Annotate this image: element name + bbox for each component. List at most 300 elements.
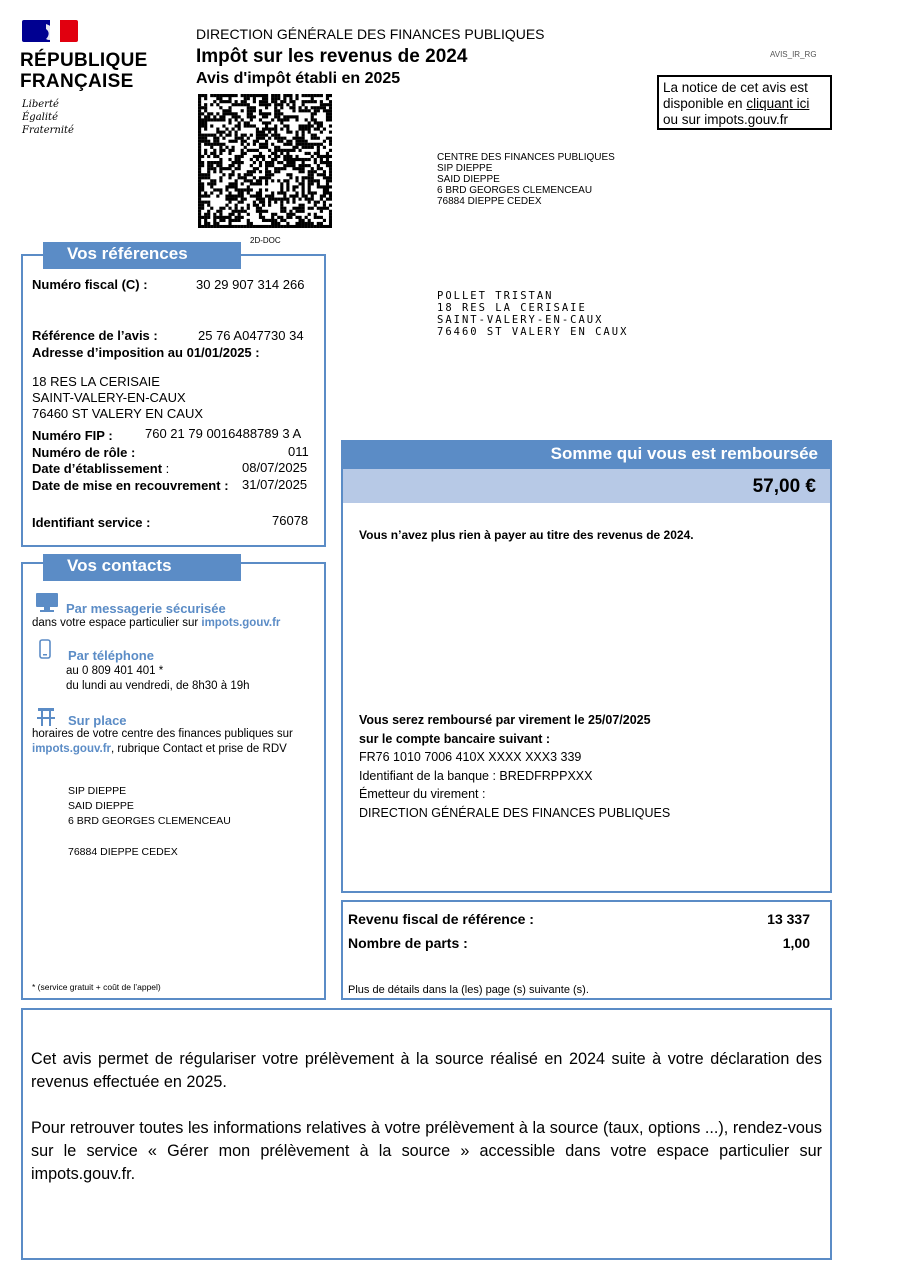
role-label: Numéro de rôle :: [32, 445, 136, 460]
date-recouvrement-label: Date de mise en recouvrement :: [32, 478, 229, 493]
barcode-module: [228, 213, 231, 216]
barcode-module: [213, 179, 216, 182]
barcode-module: [292, 106, 295, 109]
barcode-module: [317, 137, 320, 140]
barcode-module: [259, 182, 262, 185]
barcode-module: [210, 185, 213, 188]
barcode-module: [219, 191, 222, 194]
barcode-module: [207, 134, 210, 137]
barcode-module: [241, 225, 244, 228]
barcode-module: [238, 176, 241, 179]
barcode-module: [213, 152, 216, 155]
barcode-module: [323, 204, 326, 207]
barcode-module: [283, 219, 286, 222]
barcode-module: [238, 191, 241, 194]
barcode-module: [241, 176, 244, 179]
barcode-module: [228, 185, 231, 188]
barcode-module: [213, 182, 216, 185]
barcode-module: [247, 185, 250, 188]
barcode-module: [238, 161, 241, 164]
barcode-module: [295, 191, 298, 194]
barcode-module: [213, 100, 216, 103]
revenu-panel: [341, 900, 832, 1000]
barcode-module: [329, 164, 332, 167]
barcode-module: [207, 161, 210, 164]
barcode-module: [268, 170, 271, 173]
barcode-module: [320, 173, 323, 176]
impots-link[interactable]: impots.gouv.fr: [201, 617, 281, 629]
barcode-module: [277, 198, 280, 201]
somme-title: Somme qui vous est remboursée: [341, 440, 832, 469]
barcode-module: [198, 219, 201, 222]
barcode-module: [289, 161, 292, 164]
barcode-module: [219, 207, 222, 210]
barcode-module: [222, 100, 225, 103]
barcode-module: [302, 128, 305, 131]
barcode-module: [292, 198, 295, 201]
barcode-module: [314, 179, 317, 182]
barcode-module: [253, 182, 256, 185]
barcode-module: [311, 100, 314, 103]
barcode-module: [262, 143, 265, 146]
barcode-module: [241, 137, 244, 140]
barcode-module: [295, 134, 298, 137]
barcode-module: [283, 137, 286, 140]
barcode-module: [277, 216, 280, 219]
barcode-module: [280, 210, 283, 213]
flag-icon: [22, 20, 78, 42]
barcode-module: [244, 100, 247, 103]
barcode-module: [225, 100, 228, 103]
barcode-module: [286, 143, 289, 146]
barcode-module: [283, 149, 286, 152]
barcode-module: [292, 158, 295, 161]
barcode-module: [286, 115, 289, 118]
barcode-module: [274, 131, 277, 134]
barcode-module: [198, 118, 201, 121]
barcode-module: [222, 207, 225, 210]
barcode-module: [311, 94, 314, 97]
barcode-module: [274, 124, 277, 127]
barcode-module: [198, 176, 201, 179]
rfr-value: 13 337: [767, 911, 810, 927]
barcode-module: [238, 225, 241, 228]
barcode-module: [259, 94, 262, 97]
barcode-module: [241, 210, 244, 213]
barcode-module: [277, 191, 280, 194]
barcode-module: [271, 179, 274, 182]
barcode-module: [222, 143, 225, 146]
barcode-module: [323, 201, 326, 204]
barcode-module: [329, 100, 332, 103]
barcode-module: [295, 225, 298, 228]
barcode-module: [265, 100, 268, 103]
barcode-module: [235, 207, 238, 210]
barcode-module: [198, 170, 201, 173]
barcode-module: [259, 161, 262, 164]
barcode-module: [295, 216, 298, 219]
barcode-module: [235, 188, 238, 191]
barcode-module: [213, 149, 216, 152]
barcode-module: [262, 112, 265, 115]
references-panel: [21, 244, 326, 547]
messagerie-title: Par messagerie sécurisée: [66, 601, 226, 616]
barcode-module: [295, 115, 298, 118]
barcode-module: [235, 134, 238, 137]
barcode-module: [222, 216, 225, 219]
barcode-module: [268, 131, 271, 134]
barcode-module: [277, 155, 280, 158]
barcode-module: [295, 143, 298, 146]
barcode-module: [210, 167, 213, 170]
barcode-module: [323, 103, 326, 106]
barcode-module: [235, 185, 238, 188]
barcode-module: [280, 219, 283, 222]
barcode-module: [250, 158, 253, 161]
barcode-module: [314, 128, 317, 131]
notice-link[interactable]: cliquant ici: [746, 96, 810, 111]
barcode-module: [299, 106, 302, 109]
barcode-module: [253, 195, 256, 198]
barcode-module: [207, 216, 210, 219]
barcode-module: [247, 103, 250, 106]
barcode-module: [244, 124, 247, 127]
barcode-module: [302, 210, 305, 213]
barcode-module: [308, 213, 311, 216]
barcode-module: [225, 128, 228, 131]
barcode-module: [201, 201, 204, 204]
barcode-module: [274, 149, 277, 152]
barcode-module: [228, 201, 231, 204]
barcode-module: [308, 146, 311, 149]
barcode-module: [216, 225, 219, 228]
barcode-module: [311, 143, 314, 146]
barcode-module: [204, 97, 207, 100]
barcode-module: [232, 173, 235, 176]
barcode-module: [201, 124, 204, 127]
barcode-module: [201, 188, 204, 191]
barcode-module: [305, 100, 308, 103]
barcode-module: [274, 213, 277, 216]
barcode-module: [289, 164, 292, 167]
barcode-module: [253, 161, 256, 164]
barcode-module: [238, 167, 241, 170]
barcode-module: [207, 173, 210, 176]
barcode-module: [326, 118, 329, 121]
barcode-module: [198, 222, 201, 225]
barcode-module: [232, 225, 235, 228]
barcode-module: [244, 134, 247, 137]
barcode-module: [283, 179, 286, 182]
barcode-module: [329, 131, 332, 134]
barcode-module: [201, 137, 204, 140]
barcode-module: [216, 155, 219, 158]
barcode-module: [219, 131, 222, 134]
barcode-module: [277, 103, 280, 106]
barcode-module: [317, 201, 320, 204]
barcode-module: [280, 216, 283, 219]
barcode-module: [323, 106, 326, 109]
barcode-module: [265, 115, 268, 118]
barcode-module: [244, 94, 247, 97]
barcode-module: [323, 191, 326, 194]
messagerie-text: dans votre espace particulier sur impots.gouv.fr: [32, 617, 281, 629]
barcode-module: [280, 167, 283, 170]
barcode-module: [235, 124, 238, 127]
barcode-module: [274, 103, 277, 106]
barcode-module: [280, 106, 283, 109]
barcode-module: [244, 173, 247, 176]
barcode-module: [262, 216, 265, 219]
barcode-module: [198, 152, 201, 155]
barcode-module: [250, 149, 253, 152]
barcode-module: [286, 164, 289, 167]
barcode-module: [317, 222, 320, 225]
barcode-module: [198, 201, 201, 204]
barcode-module: [283, 158, 286, 161]
barcode-module: [311, 137, 314, 140]
barcode-module: [259, 213, 262, 216]
barcode-module: [222, 219, 225, 222]
barcode-module: [311, 155, 314, 158]
barcode-module: [204, 143, 207, 146]
barcode-module: [265, 176, 268, 179]
barcode-module: [305, 118, 308, 121]
barcode-module: [308, 170, 311, 173]
barcode-module: [289, 176, 292, 179]
somme-amount: 57,00 €: [341, 469, 832, 503]
barcode-module: [259, 188, 262, 191]
barcode-module: [289, 131, 292, 134]
barcode-module: [329, 124, 332, 127]
barcode-module: [198, 103, 201, 106]
barcode-module: [323, 109, 326, 112]
barcode-module: [247, 225, 250, 228]
barcode-module: [235, 158, 238, 161]
barcode-module: [259, 118, 262, 121]
barcode-module: [265, 225, 268, 228]
barcode-module: [326, 176, 329, 179]
barcode-module: [265, 146, 268, 149]
barcode-module: [247, 143, 250, 146]
reference-label: Référence de l’avis :: [32, 328, 158, 343]
barcode-module: [314, 100, 317, 103]
barcode-module: [259, 131, 262, 134]
barcode-module: [241, 140, 244, 143]
barcode-module: [314, 170, 317, 173]
barcode-module: [274, 219, 277, 222]
barcode-module: [219, 146, 222, 149]
barcode-module: [204, 195, 207, 198]
barcode-module: [225, 225, 228, 228]
barcode-module: [247, 115, 250, 118]
barcode-module: [198, 106, 201, 109]
barcode-module: [198, 167, 201, 170]
barcode-module: [308, 121, 311, 124]
barcode-module: [320, 158, 323, 161]
barcode-module: [277, 179, 280, 182]
barcode-module: [299, 158, 302, 161]
barcode-module: [311, 146, 314, 149]
barcode-module: [320, 124, 323, 127]
barcode-module: [250, 118, 253, 121]
barcode-module: [241, 134, 244, 137]
barcode-module: [302, 146, 305, 149]
barcode-module: [329, 118, 332, 121]
barcode-module: [308, 131, 311, 134]
barcode-module: [268, 204, 271, 207]
barcode-module: [283, 97, 286, 100]
date-etablissement-value: 08/07/2025: [242, 460, 308, 475]
barcode-module: [295, 176, 298, 179]
barcode-module: [292, 195, 295, 198]
barcode-module: [262, 94, 265, 97]
barcode-module: [253, 94, 256, 97]
barcode-module: [259, 137, 262, 140]
barcode-module: [302, 140, 305, 143]
barcode-module: [213, 188, 216, 191]
barcode-module: [219, 97, 222, 100]
barcode-module: [274, 112, 277, 115]
info-paragraph-2: Pour retrouver toutes les informations relatives à votre prélèvement à la source (taux, options ...), rendez-vous sur le service « Gérer mon prélèvement à la source » accessible dans votre espace particulier sur impots.gouv.fr.: [31, 1119, 822, 1183]
barcode-module: [213, 170, 216, 173]
barcode-module: [207, 155, 210, 158]
barcode-module: [262, 97, 265, 100]
barcode-module: [299, 204, 302, 207]
barcode-module: [210, 207, 213, 210]
barcode-module: [235, 219, 238, 222]
barcode-module: [265, 164, 268, 167]
barcode-module: [274, 152, 277, 155]
barcode-module: [268, 121, 271, 124]
barcode-module: [216, 131, 219, 134]
barcode-module: [302, 103, 305, 106]
barcode-module: [235, 225, 238, 228]
barcode-module: [299, 149, 302, 152]
barcode-module: [256, 149, 259, 152]
barcode-module: [198, 185, 201, 188]
barcode-module: [323, 161, 326, 164]
barcode-module: [280, 137, 283, 140]
barcode-module: [323, 173, 326, 176]
telephone-title: Par téléphone: [68, 648, 154, 663]
barcode-module: [228, 152, 231, 155]
barcode-module: [259, 195, 262, 198]
barcode-module: [268, 164, 271, 167]
barcode-module: [198, 134, 201, 137]
barcode-module: [259, 179, 262, 182]
barcode-module: [222, 109, 225, 112]
barcode-module: [326, 164, 329, 167]
barcode-module: [256, 204, 259, 207]
barcode-module: [308, 207, 311, 210]
barcode-module: [283, 100, 286, 103]
barcode-module: [225, 112, 228, 115]
barcode-module: [277, 167, 280, 170]
barcode-module: [302, 124, 305, 127]
barcode-module: [265, 195, 268, 198]
barcode-module: [201, 207, 204, 210]
barcode-module: [219, 179, 222, 182]
barcode-module: [326, 161, 329, 164]
barcode-module: [216, 161, 219, 164]
barcode-module: [253, 176, 256, 179]
barcode-module: [302, 204, 305, 207]
barcode-module: [299, 109, 302, 112]
barcode-module: [222, 131, 225, 134]
barcode-module: [268, 128, 271, 131]
barcode-module: [213, 167, 216, 170]
barcode-module: [292, 103, 295, 106]
barcode-module: [305, 94, 308, 97]
barcode-module: [241, 216, 244, 219]
barcode-module: [207, 115, 210, 118]
barcode-module: [286, 213, 289, 216]
barcode-module: [295, 167, 298, 170]
barcode-module: [247, 124, 250, 127]
barcode-module: [232, 213, 235, 216]
barcode-module: [326, 207, 329, 210]
barcode-module: [292, 225, 295, 228]
barcode-module: [329, 195, 332, 198]
barcode-module: [311, 134, 314, 137]
barcode-module: [204, 106, 207, 109]
barcode-module: [280, 204, 283, 207]
barcode-module: [207, 140, 210, 143]
barcode-module: [302, 94, 305, 97]
barcode-module: [247, 179, 250, 182]
phone-icon: [39, 639, 51, 659]
barcode-module: [241, 109, 244, 112]
barcode-module: [238, 201, 241, 204]
barcode-module: [256, 140, 259, 143]
barcode-module: [241, 152, 244, 155]
barcode-module: [198, 225, 201, 228]
barcode-module: [305, 124, 308, 127]
barcode-module: [320, 210, 323, 213]
barcode-module: [320, 121, 323, 124]
barcode-module: [271, 100, 274, 103]
barcode-module: [265, 124, 268, 127]
barcode-module: [271, 161, 274, 164]
barcode-module: [302, 137, 305, 140]
barcode-module: [283, 143, 286, 146]
barcode-module: [314, 216, 317, 219]
computer-icon: [35, 592, 59, 614]
barcode-module: [311, 124, 314, 127]
barcode-module: [314, 137, 317, 140]
barcode-module: [204, 201, 207, 204]
barcode-module: [256, 225, 259, 228]
barcode-module: [253, 170, 256, 173]
barcode-module: [244, 179, 247, 182]
impots-link-2[interactable]: impots.gouv.fr: [32, 743, 112, 755]
barcode-module: [228, 140, 231, 143]
barcode-module: [225, 185, 228, 188]
barcode-module: [268, 225, 271, 228]
barcode-module: [274, 201, 277, 204]
barcode-module: [317, 164, 320, 167]
barcode-module: [286, 94, 289, 97]
barcode-module: [235, 210, 238, 213]
barcode-module: [268, 173, 271, 176]
barcode-module: [274, 100, 277, 103]
barcode-module: [274, 170, 277, 173]
barcode-module: [262, 100, 265, 103]
barcode-module: [201, 182, 204, 185]
barcode-module: [204, 140, 207, 143]
recipient-address: POLLET TRISTAN 18 RES LA CERISAIE SAINT-VALERY-EN-CAUX 76460 ST VALERY EN CAUX: [437, 290, 629, 338]
